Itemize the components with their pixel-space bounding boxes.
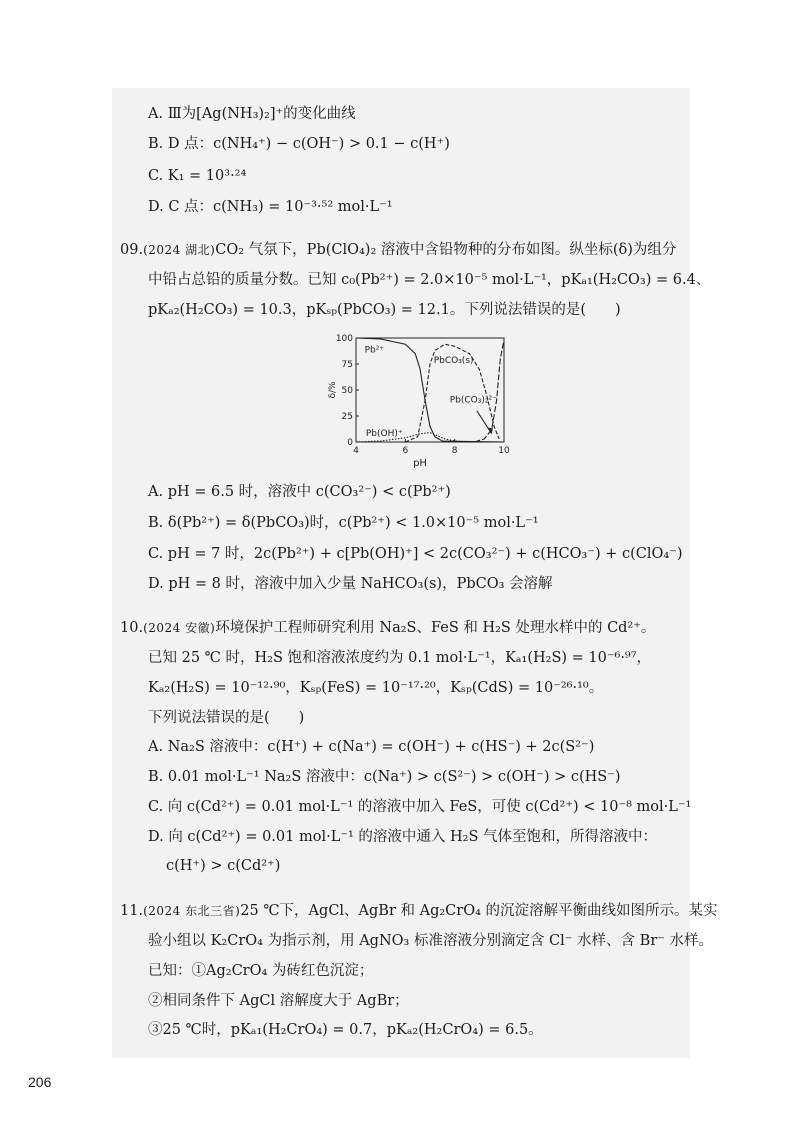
chart-labels <box>365 346 497 439</box>
q09-option-c: C. pH = 7 时，2c(Pb²⁺) + c[Pb(OH)⁺] < 2c(CO₃²⁻) + c(HCO₃⁻) + c(ClO₄⁻) <box>148 546 683 562</box>
q09-option-d: D. pH = 8 时，溶液中加入少量 NaHCO₃(s)，PbCO₃ 会溶解 <box>148 576 553 592</box>
q09-number: 09. <box>120 242 144 258</box>
lead-species-distribution-chart <box>326 330 526 470</box>
q09-source: (2024 湖北) <box>143 243 216 257</box>
q10-option-d-continued: c(H⁺) > c(Cd²⁺) <box>166 858 281 874</box>
q10-source: (2024 安徽) <box>143 621 216 635</box>
y-tick-label: 50 <box>341 386 353 396</box>
x-tick-label: 8 <box>451 446 458 456</box>
y-tick-label: 75 <box>341 360 353 370</box>
q10-number: 10. <box>120 620 144 636</box>
q10-header <box>120 618 655 638</box>
q10-stem-line-3: Kₐ₂(H₂S) = 10⁻¹²·⁹⁰，Kₛₚ(FeS) = 10⁻¹⁷·²⁰，Kₛₚ(CdS) = 10⁻²⁶·¹⁰。 <box>148 680 604 696</box>
q11-stem-line-1: 25 ℃下，AgCl、AgBr 和 Ag₂CrO₄ 的沉淀溶解平衡曲线如图所示。某实 <box>240 903 718 919</box>
q09-stem-line-1: CO₂ 气氛下，Pb(ClO₄)₂ 溶液中含铅物种的分布如图。纵坐标(δ)为组分 <box>215 242 677 258</box>
species-label-1: PbCO₃(s) <box>433 355 474 366</box>
y-axis-label: δ/% <box>328 381 338 399</box>
q11-given-2: ②相同条件下 AgCl 溶解度大于 AgBr； <box>148 993 409 1009</box>
prev-option-b: B. D 点：c(NH₄⁺) − c(OH⁻) > 0.1 − c(H⁺) <box>148 136 450 152</box>
q11-given-3: ③25 ℃时，pKₐ₁(H₂CrO₄) = 0.7，pKₐ₂(H₂CrO₄) = 6.5。 <box>148 1022 543 1038</box>
q09-stem-line-2: 中铅占总铅的质量分数。已知 c₀(Pb²⁺) = 2.0×10⁻⁵ mol·L⁻¹，pKₐ₁(H₂CO₃) = 6.4、 <box>148 272 711 288</box>
page-number: 206 <box>28 1074 52 1090</box>
y-tick-label: 0 <box>347 438 353 448</box>
q09-header <box>120 240 676 260</box>
q10-option-d: D. 向 c(Cd²⁺) = 0.01 mol·L⁻¹ 的溶液中通入 H₂S 气体至饱和，所得溶液中： <box>148 829 658 845</box>
x-tick-label: 10 <box>498 446 510 456</box>
prev-option-c: C. K₁ = 10³·²⁴ <box>148 168 247 184</box>
q11-stem-line-2: 验小组以 K₂CrO₄ 为指示剂，用 AgNO₃ 标准溶液分别滴定含 Cl⁻ 水样、含 Br⁻ 水样。 <box>148 933 714 949</box>
prev-option-a: A. Ⅲ为[Ag(NH₃)₂]⁺的变化曲线 <box>148 106 356 122</box>
x-axis-label: pH <box>413 458 427 469</box>
species-label-3: Pb(OH)⁺ <box>365 428 403 439</box>
x-tick-label: 6 <box>402 446 409 456</box>
label-arrow <box>477 411 492 434</box>
x-tick-label: 4 <box>353 446 359 456</box>
q11-source: (2024 东北三省) <box>143 904 241 918</box>
q09-option-a: A. pH = 6.5 时，溶液中 c(CO₃²⁻) < c(Pb²⁺) <box>148 484 451 500</box>
q10-option-b: B. 0.01 mol·L⁻¹ Na₂S 溶液中：c(Na⁺) > c(S²⁻) > c(OH⁻) > c(HS⁻) <box>148 769 621 785</box>
q10-stem-line-1: 环境保护工程师研究利用 Na₂S、FeS 和 H₂S 处理水样中的 Cd²⁺。 <box>215 620 656 636</box>
q10-stem-line-4: 下列说法错误的是( ) <box>148 710 305 726</box>
q09-stem-line-3: pKₐ₂(H₂CO₃) = 10.3，pKₛₚ(PbCO₃) = 12.1。下列说法错误的是( ) <box>148 302 621 318</box>
series-line-3 <box>474 340 504 442</box>
prev-option-d: D. C 点：c(NH₃) = 10⁻³·⁵² mol·L⁻¹ <box>148 199 393 215</box>
species-label-2: Pb(CO₃)₂²⁻ <box>449 395 497 406</box>
q10-stem-line-2: 已知 25 ℃ 时，H₂S 饱和溶液浓度约为 0.1 mol·L⁻¹，Kₐ₁(H₂S) = 10⁻⁶·⁹⁷， <box>148 650 652 666</box>
y-tick-label: 25 <box>341 412 353 422</box>
q10-option-c: C. 向 c(Cd²⁺) = 0.01 mol·L⁻¹ 的溶液中加入 FeS，可使 c(Cd²⁺) < 10⁻⁸ mol·L⁻¹ <box>148 799 692 815</box>
q10-option-a: A. Na₂S 溶液中：c(H⁺) + c(Na⁺) = c(OH⁻) + c(HS⁻) + 2c(S²⁻) <box>148 739 595 755</box>
q11-given-1: 已知：①Ag₂CrO₄ 为砖红色沉淀； <box>148 963 374 979</box>
q11-number: 11. <box>120 903 144 919</box>
species-label-0: Pb²⁺ <box>364 345 385 356</box>
q09-option-b: B. δ(Pb²⁺) = δ(PbCO₃)时，c(Pb²⁺) < 1.0×10⁻⁵ mol·L⁻¹ <box>148 515 539 531</box>
y-tick-label: 100 <box>335 334 353 344</box>
q11-header <box>120 901 718 921</box>
